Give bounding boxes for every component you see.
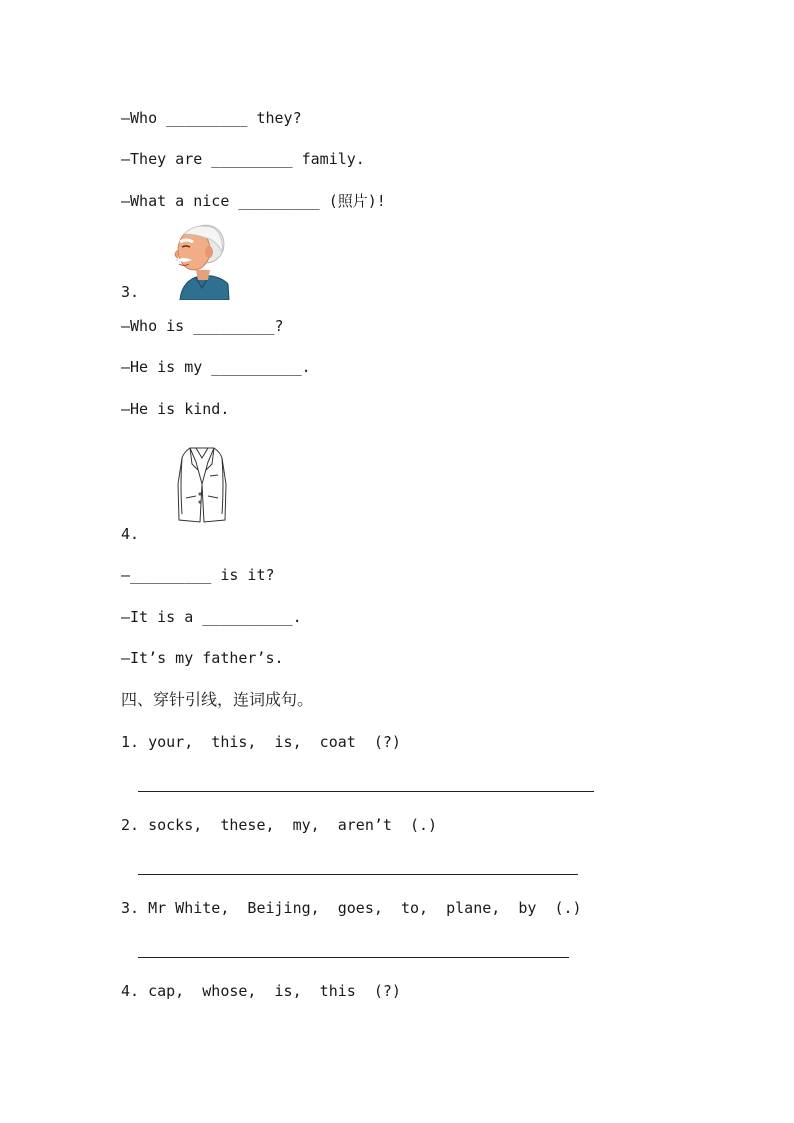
- q3-line-2: —He is my __________.: [121, 358, 311, 376]
- q2-line-1: —Who _________ they?: [121, 109, 302, 127]
- reorder-item-1: 1. your, this, is, coat (?): [121, 733, 401, 751]
- q4-number: 4.: [121, 525, 140, 543]
- q4-line-3: —It’s my father’s.: [121, 649, 284, 667]
- q2-line-3: —What a nice _________ (照片)!: [121, 192, 386, 210]
- answer-line-1[interactable]: [138, 791, 594, 792]
- coat-picture: [176, 444, 228, 524]
- answer-line-2[interactable]: [138, 874, 578, 875]
- grandfather-picture: [166, 222, 230, 300]
- q3-number: 3.: [121, 283, 140, 301]
- answer-line-3[interactable]: [138, 957, 569, 958]
- reorder-item-2: 2. socks, these, my, aren’t (.): [121, 816, 438, 834]
- reorder-item-3: 3. Mr White, Beijing, goes, to, plane, by (.): [121, 899, 582, 917]
- section-heading: 四、穿针引线，连词成句。: [121, 690, 314, 709]
- q4-line-1: —_________ is it?: [121, 566, 275, 584]
- reorder-item-4: 4. cap, whose, is, this (?): [121, 982, 401, 1000]
- q2-line-2: —They are _________ family.: [121, 150, 365, 168]
- q3-line-3: —He is kind.: [121, 400, 230, 418]
- q4-line-2: —It is a __________.: [121, 608, 302, 626]
- q3-line-1: —Who is _________?: [121, 317, 284, 335]
